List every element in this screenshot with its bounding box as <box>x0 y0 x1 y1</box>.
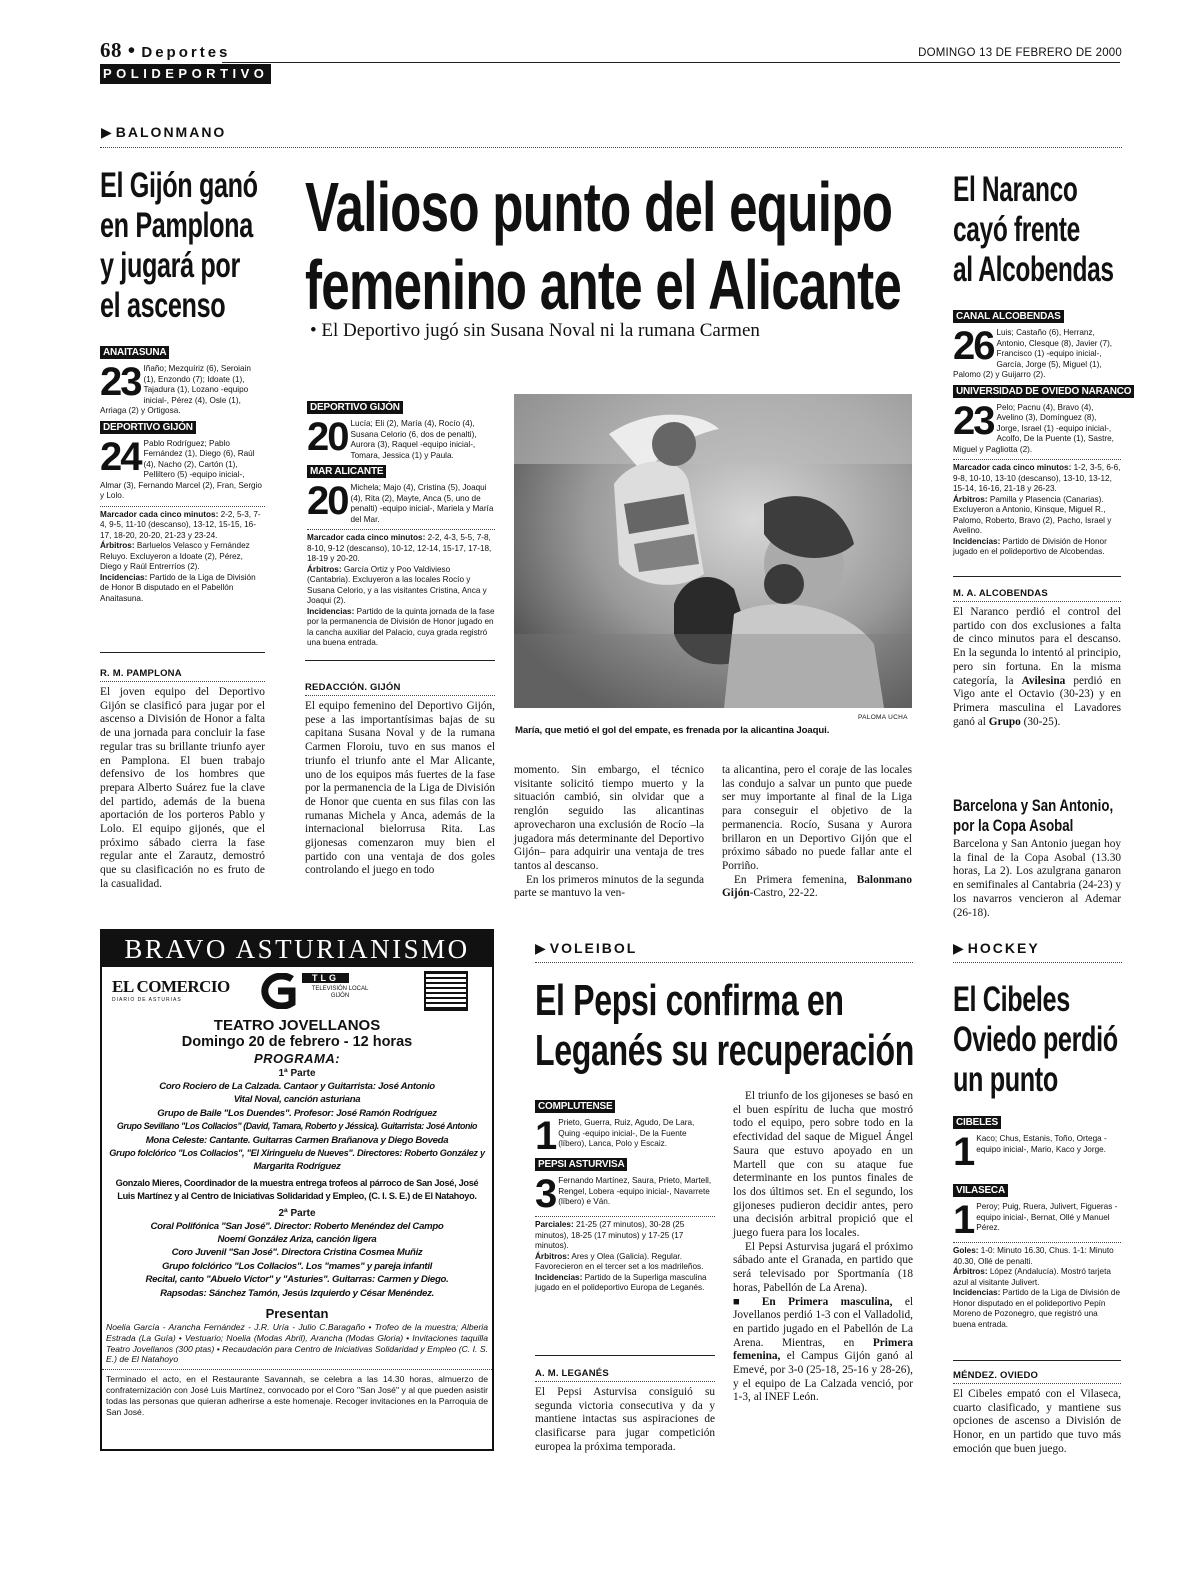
divider <box>307 529 495 530</box>
headline-line: El Gijón ganó <box>100 166 258 205</box>
stat-value: García Ortiz y Poo Valdivieso (Cantabria). Excluyeron a las locales Rocío y Susana Celorio, y a las visitantes Cristina, Anca y Joaqui (2). <box>307 564 487 605</box>
divider <box>953 1242 1121 1243</box>
score-number: 24 <box>100 438 141 479</box>
team-label: CIBELES <box>953 1116 1001 1129</box>
article-body: Barcelona y San Antonio juegan hoy la final de la Copa Asobal (13.30 horas, La 2). Los azulgrana ganaron en semifinales al Cantabria (24-23) y los navarros vencieron al Ademar (26-18). <box>953 838 1121 919</box>
ad-logos <box>102 971 492 1013</box>
right-article <box>953 588 1121 729</box>
stat-line <box>953 1288 1121 1330</box>
arrow-icon: ▶ <box>535 942 546 957</box>
center-article-col4 <box>722 764 912 901</box>
program-line: Rapsodas: Sánchez Tamón, Jesús Izquierdo y César Menéndez. <box>160 1287 434 1299</box>
stat-label: Goles: <box>953 1246 979 1255</box>
hockey-rule <box>953 962 1122 963</box>
stat-line <box>953 463 1121 495</box>
voleibol-rule <box>535 962 913 963</box>
stat-value: Partido de División de Honor jugado en el polideportivo de Alcobendas. <box>953 536 1107 556</box>
headline-line: un punto <box>953 1060 1058 1099</box>
player-list: Pablo Rodríguez; Pablo Fernández (1), Diego (6), Raúl (4), Nacho (2), Cartón (1), Pelliltero (5) -equipo inicial-, Almar (3), Fernando Marcel (2), Fran, Sergio y Lolo. <box>100 438 262 500</box>
part1-list <box>102 1080 492 1174</box>
ad-footer: Terminado el acto, en el Restaurante Savannah, se celebra a las 14.30 horas, almuerzo de confraternización con José Luis Martínez, convocado por el Coro "San José" y al que pueden asistir todas las personas que quieran adherirse a este homenaje. Recoger invitaciones en la Parroquia de San José. <box>106 1374 488 1417</box>
balonmano-rule <box>100 147 1122 148</box>
article-body: El Pepsi Asturvisa jugará el próximo sábado ante el Granada, en partido que será televisado por Sportmanía (18 horas, Pabellón de La Arena). <box>733 1240 913 1294</box>
main-subhead: • El Deportivo jugó sin Susana Noval ni la rumana Carmen <box>310 320 760 341</box>
photo-image <box>514 394 912 708</box>
stat-label: Incidencias: <box>100 572 148 582</box>
headline-line: Valioso punto del equipo <box>305 168 893 246</box>
voleibol-scorebox <box>535 1096 715 1294</box>
box-rule <box>535 1355 715 1356</box>
stat-label: Incidencias: <box>535 1272 583 1282</box>
match-photo <box>514 394 912 708</box>
center-scorebox <box>307 397 495 649</box>
text-bold: Primera femenina, <box>733 1336 913 1363</box>
headline-line: Oviedo perdió <box>953 1020 1118 1059</box>
program-line: Grupo folclórico "Los Collacios", "El Xiringuelu de Nueves". Directores: Roberto González y <box>109 1148 485 1159</box>
right-scorebox <box>953 306 1132 558</box>
player-list: Iñaño; Mezquíriz (6), Seroiain (1), Enzondo (7); Idoate (1), Tajadura (1), Lozano -equipo inicial-, Pérez (4), Osle (1), Arriaga (2) y Ortigosa. <box>100 364 251 415</box>
score-row <box>100 439 265 502</box>
ad-part: 2ª Parte <box>278 1207 316 1219</box>
box-rule <box>305 660 495 661</box>
stat-line <box>100 510 265 542</box>
text-run: -Castro, 22-22. <box>749 887 818 900</box>
text-run: el Jovellanos perdió 1-3 con el Valladolid, en partido jugado en el Pabellón de La Arena. Mientras, en <box>733 1295 913 1349</box>
hockey-headline <box>953 980 1123 1100</box>
score-row <box>535 1176 715 1212</box>
hockey-scorebox <box>953 1112 1121 1330</box>
team-label: DEPORTIVO GIJÓN <box>307 401 403 414</box>
ad-graphic-icon <box>424 971 468 1011</box>
stat-label: Árbitros: <box>100 541 135 550</box>
score-number: 20 <box>307 419 348 459</box>
stat-label: Marcador cada cinco minutos: <box>307 533 426 542</box>
stat-value: 1-0: Minuto 16.30, Chus. 1-1: Minuto 40.30, Ollé de penalti. <box>953 1246 1114 1266</box>
match-stats <box>953 463 1121 558</box>
subsection-text: POLIDEPORTIVO <box>103 66 269 81</box>
stat-value: Pamilla y Plasencia (Canarias). Excluyeron a Antonio, Kinsque, Miguel R., Palomo, Roberto, Bravo (2), Pacho, Israel y Avelino. <box>953 494 1112 535</box>
score-number: 3 <box>535 1176 556 1212</box>
article-body: En los primeros minutos de la segunda parte se mantuvo la ven- <box>514 873 704 900</box>
headline-line: en Pamplona <box>100 206 253 245</box>
score-row <box>953 1202 1121 1238</box>
team-label: MAR ALICANTE <box>307 465 386 478</box>
headline-line: al Alcobendas <box>953 250 1114 289</box>
article-body: El joven equipo del Deportivo Gijón se clasificó para jugar por el ascenso a División de Honor a falta de una jornada para concluir la fase regular tras su brillante triunfo ayer en Pamplona. El buen trabajo defensivo de los hombres que prepara Alberto Suárez fue la clave del partido, además de la buena aportación de los porteros Pablo y Lolo. El equipo gijonés, que el próximo sábado cierra la fase regular ante el Zarautz, demostró que su clasificación no es fruto de la casualidad. <box>100 686 265 890</box>
stat-value: 1-2, 3-5, 6-6, 9-8, 10-10, 13-10 (descanso), 13-10, 13-12, 15-14, 16-16, 21-18 y 26-23. <box>953 463 1121 493</box>
ad-presentan: Presentan <box>265 1306 329 1322</box>
byline: REDACCIÓN. GIJÓN <box>305 682 401 693</box>
text-run: perdió en Vigo ante el Octavio (30-23) y en Primera masculina el Lavadores ganó al <box>953 674 1121 728</box>
stat-line <box>100 573 265 605</box>
score-row <box>953 1134 1121 1170</box>
ad-box <box>100 929 494 1451</box>
headline-line: Barcelona y San Antonio, <box>953 796 1114 815</box>
voleibol-article-right <box>733 1090 913 1405</box>
divider <box>102 1369 492 1370</box>
divider <box>953 601 1121 602</box>
photo-caption: María, que metió el gol del empate, es frenada por la alicantina Joaqui. <box>515 725 830 736</box>
score-row <box>953 328 1121 381</box>
stat-label: Árbitros: <box>307 564 342 574</box>
program-line: Grupo de Baile "Los Duendes". Profesor: José Ramón Rodríguez <box>157 1107 437 1119</box>
center-article-col3 <box>514 764 704 901</box>
stat-line <box>535 1273 715 1294</box>
stat-label: Marcador cada cinco minutos: <box>953 463 1072 472</box>
box-rule <box>953 576 1121 577</box>
article-body: El Pepsi Asturvisa consiguió su segunda victoria consecutiva y da y mantiene intactas sus aspiraciones de clasificarse para jugar competición europea la próxima temporada. <box>535 1386 715 1453</box>
team-label: COMPLUTENSE <box>535 1100 615 1113</box>
headline-line: por la Copa Asobal <box>953 816 1074 835</box>
score-row <box>535 1118 715 1154</box>
text-run: En Primera femenina, <box>734 873 857 886</box>
article-body <box>953 606 1121 729</box>
headline-line: cayó frente <box>953 210 1080 249</box>
headline-line: el ascenso <box>100 286 226 325</box>
stat-line <box>953 495 1121 537</box>
program-line: Recital, canto "Abuelo Víctor" y "Asturies". Guitarras: Carmen y Diego. <box>145 1274 449 1286</box>
bullet-separator: • <box>127 38 136 62</box>
stat-value: Partido de la Liga de División de Honor B disputado en el Pabellón Anaitasuna. <box>100 572 256 603</box>
stat-value: 21-25 (27 minutos), 30-28 (25 minutos), 18-25 (17 minutos) y 17-25 (17 minutos). <box>535 1220 685 1250</box>
byline: A. M. LEGANÉS <box>535 1368 609 1379</box>
page-number: 68 <box>100 38 122 62</box>
stat-value: Partido de la Liga de División de Honor disputado en el polideportivo Pepín Moreno de Pozonegro, que registró una buena entrada. <box>953 1288 1121 1329</box>
stat-value: López (Andalucía). Mostró tarjeta azul al visitante Julivert. <box>953 1267 1111 1287</box>
divider <box>305 695 495 696</box>
match-stats <box>307 533 495 649</box>
copa-article <box>953 796 1121 920</box>
logo-subtext: DIARIO DE ASTURIAS <box>112 997 182 1003</box>
voleibol-article-left <box>535 1368 715 1455</box>
score-number: 1 <box>953 1134 974 1170</box>
box-rule <box>953 1360 1121 1361</box>
stat-line <box>953 1267 1121 1288</box>
stat-value: Partido de la quinta jornada de la fase por la permanencia de División de Honor jugado en la cancha auxiliar del Palacio, cuya grada registró una buena entrada. <box>307 606 495 647</box>
main-headline <box>305 168 915 324</box>
left-scorebox <box>100 342 265 604</box>
section-name: Deportes <box>141 44 231 61</box>
stat-value: Barluelos Velasco y Fernández Reluyo. Excluyeron a Idoate (2), Pérez, Diego y Raúl Entrerríos (2). <box>100 541 250 571</box>
player-list: Kaco; Chus, Estanis, Toño, Ortega -equipo inicial-, Mario, Kaco y Jorge. <box>976 1134 1107 1154</box>
player-list: Peroy; Puig, Ruera, Julivert, Figueras -equipo inicial-, Bernat, Ollé y Manuel Pérez. <box>976 1202 1118 1232</box>
stat-line <box>953 1246 1121 1267</box>
tlg-letters: TLG <box>302 973 349 983</box>
hockey-article <box>953 1370 1121 1457</box>
article-body <box>722 874 912 901</box>
ad-title-bar <box>102 931 492 967</box>
stat-label: Árbitros: <box>953 494 988 504</box>
article-body: El triunfo de los gijoneses se basó en el buen espíritu de lucha que mostró todo el equipo, pero sobre todo en la efectividad del saque de Miguel Ángel Saura que estuvo apoyado en un Martell que con su ataque fue determinante en los puntos finales de los dos últimos set. En el segundo, los gijoneses pudieron decidir antes, pero una decisión arbitral propició que el juego fuera para los locales. <box>733 1090 913 1240</box>
divider <box>535 1381 715 1382</box>
stat-label: Marcador cada cinco minutos: <box>100 509 219 519</box>
stat-label: Incidencias: <box>953 536 1001 546</box>
ad-part: 1ª Parte <box>278 1068 316 1079</box>
program-line: Coro Juvenil "San José". Directora Cristina Cosmea Muñiz <box>171 1247 423 1259</box>
stat-label: Incidencias: <box>953 1288 1001 1297</box>
text-run: El Naranco perdió el control del partido con dos exclusiones a falta de cinco minutos para el descanso. En la segunda lo intentó al principio, pero sin fortuna. En la misma categoría, la <box>953 606 1121 687</box>
player-list: Fernando Martínez, Saura, Prieto, Martell, Rengel, Lobera -equipo inicial-, Navarrete (líbero) e Ván. <box>558 1176 712 1206</box>
score-number: 23 <box>953 402 994 443</box>
match-stats <box>535 1220 715 1294</box>
player-list: Lucía; Eli (2), María (4), Rocío (4), Susana Celorio (6, dos de penalti), Aurora (3), Raquel -equipo inicial-, Tomara, Jessica (1) y Paula. <box>350 419 477 460</box>
team-label: UNIVERSIDAD DE OVIEDO NARANCO <box>953 385 1134 398</box>
program-line: Mona Celeste: Cantante. Guitarras Carmen Brañanova y Diego Boveda <box>145 1134 449 1146</box>
score-row <box>307 419 495 461</box>
part2-list <box>102 1220 492 1300</box>
divider <box>535 1216 715 1217</box>
right-headline <box>953 170 1123 290</box>
divider <box>100 506 265 507</box>
logo-text: EL COMERCIO <box>112 977 230 996</box>
article-body: El Cibeles empató con el Vilaseca, cuarto clasificado, y mantiene sus opciones de ascenso a División de Honor, en un partido que tuvo más emoción que buen juego. <box>953 1388 1121 1455</box>
team-label: CANAL ALCOBENDAS <box>953 310 1064 323</box>
text-run: el Campus Gijón ganó al Emevé, por 3-0 (25-18, 25-16 y 28-26), y el equipo de La Calzada venció, por 1-3, al INEF León. <box>733 1350 913 1404</box>
stat-line <box>953 537 1121 558</box>
stat-label: Parciales: <box>535 1220 574 1229</box>
stat-line <box>100 541 265 573</box>
text-bold: ■ En Primera masculina, <box>733 1295 893 1308</box>
team-label: DEPORTIVO GIJÓN <box>100 421 196 434</box>
ad-date: Domingo 20 de febrero - 12 horas <box>181 1034 413 1050</box>
section-label-text: BALONMANO <box>115 124 227 140</box>
stat-value: 2-2, 4-3, 5-5, 7-8, 8-10, 9-12 (descanso), 10-12, 12-14, 15-17, 17-18, 18-19 y 20-20. <box>307 533 492 563</box>
text-bold: Avilesina <box>1021 674 1066 687</box>
ad-credits: Noelia García - Arancha Fernández - J.R. Uría - Julio C.Baragaño • Trofeo de la muestra; Alberia Estrada (La Guía) • Vestuario; Noelia (Modas Abril), Arancha (Modas Gloria) • Invitaciones taquilla Teatro Jovellanos (300 ptas) • Recaudación para Centro de Iniciativas Solidaridad y Empleo (C. I. S. E.) de El Natahoyo <box>106 1322 488 1365</box>
player-list: Prieto, Guerra, Ruiz, Agudo, De Lara, Quing -equipo inicial-, De la Fuente (líbero), Lanca, Polo y Escaiz. <box>558 1118 695 1148</box>
page-number-line <box>100 38 230 63</box>
program-line: Grupo Sevillano "Los Collacios" (David, Tamara, Roberto y Jéssica). Guitarrista: José Antonio <box>116 1121 478 1132</box>
program-line: Grupo folclórico "Los Collacios". Los "mames" y pareja infantil <box>161 1260 433 1272</box>
divider <box>953 459 1121 460</box>
tlg-subtext: TELEVISIÓN LOCAL GIJÓN <box>311 986 369 999</box>
stat-value: Partido de la Superliga masculina jugado en el polideportivo Europa de Leganés. <box>535 1272 707 1292</box>
section-label-text: HOCKEY <box>967 940 1040 956</box>
team-label: ANAITASUNA <box>100 346 169 359</box>
tlg-symbol-icon <box>252 973 298 1009</box>
section-label-text: VOLEIBOL <box>549 940 638 956</box>
text-bold: Grupo <box>988 715 1021 728</box>
stat-line <box>307 607 495 649</box>
headline-line: Leganés su recuperación <box>535 1026 914 1075</box>
score-number: 20 <box>307 483 348 523</box>
ad-title: BRAVO ASTURIANISMO <box>124 934 470 964</box>
arrow-icon: ▶ <box>101 126 112 141</box>
byline: M. A. ALCOBENDAS <box>953 588 1048 599</box>
article-body <box>733 1296 913 1406</box>
text-bold: Balonmano Gijón <box>722 873 912 900</box>
section-label-voleibol <box>535 940 735 958</box>
tlg-logo <box>252 973 402 1011</box>
stat-line <box>307 565 495 607</box>
byline: MÉNDEZ. OVIEDO <box>953 1370 1039 1381</box>
score-row <box>307 483 495 525</box>
stat-value: Ares y Olea (Galicia). Regular. Favorecieron en el tercer set a los madrileños. <box>535 1251 704 1271</box>
headline-line: y jugará por <box>100 246 240 285</box>
article-body: momento. Sin embargo, el técnico visitante solicitó tiempo muerto y la situación cambió, sin olvidar que a renglón seguido las alicantinas aprovecharon una exclusión de Rocío –la jugadora más determinante del Deportivo Gijón– para adquirir una ventaja de tres tantos al descanso. <box>514 764 704 872</box>
score-number: 23 <box>100 364 141 404</box>
article-body: ta alicantina, pero el coraje de las locales las condujo a salvar un punto que puede ser muy importante al final de la Liga para conseguir el objetivo de la permanencia. Rocío, Susana y Aurora brillaron en un Deportivo Gijón que el próximo sábado no puede fallar ante el Porriño. <box>722 764 912 872</box>
score-number: 26 <box>953 328 994 368</box>
program-line: Vital Noval, canción asturiana <box>233 1094 361 1106</box>
match-stats <box>953 1246 1121 1330</box>
player-list: Pelo; Pacnu (4), Bravo (4), Avelino (3), Domínguez (8), Jorge, Israel (1) -equipo inicial-, Acolfo, De la Puente (1), Sastre, Miguel y Pagliotta (2). <box>953 402 1114 454</box>
stat-line <box>535 1220 715 1252</box>
team-label: VILASECA <box>953 1184 1008 1197</box>
score-number: 1 <box>953 1202 974 1238</box>
subsection-label <box>100 64 271 84</box>
stat-value: 2-2, 5-3, 7-4, 9-5, 11-10 (descanso), 13-12, 15-15, 16-17, 18-20, 20-20, 21-23 y 23-24. <box>100 509 261 540</box>
headline-line: El Cibeles <box>953 980 1070 1019</box>
ad-venue: TEATRO JOVELLANOS <box>213 1017 381 1034</box>
match-stats <box>100 510 265 605</box>
left-headline <box>100 166 280 326</box>
program-line: Coral Polifónica "San José". Director: Roberto Menéndez del Campo <box>150 1220 444 1232</box>
divider <box>100 681 265 682</box>
ad-homage: Gonzalo Mieres, Coordinador de la muestra entrega trofeos al párroco de San José, José Luis Martínez y al Centro de Iniciativas Solidaridad y Empleo, (C. I. S. E.) de El Natahoyo. <box>115 1177 479 1202</box>
stat-label: Incidencias: <box>307 606 355 616</box>
player-list: Luis; Castaño (6), Herranz, Antonio, Clesque (8), Javier (7), Francisco (1) -equipo inicial-, García, Jorge (5), Miguel (1), Palomo (2) y Guijarro (2). <box>953 328 1113 379</box>
headline-line: El Naranco <box>953 170 1078 209</box>
player-list: Michela; Majo (4), Cristina (5), Joaqui (4), Rita (2), Mayte, Anca (5, uno de penalti) -equipo inicial-, Mariela y María del Mar. <box>350 483 494 524</box>
team-label: PEPSI ASTURVISA <box>535 1158 627 1171</box>
center-article <box>305 682 495 878</box>
headline-line: femenino ante el Alicante <box>305 246 902 324</box>
stat-label: Árbitros: <box>953 1267 988 1276</box>
voleibol-headline <box>535 976 915 1076</box>
divider <box>953 1383 1121 1384</box>
program-line: Margarita Rodríguez <box>253 1161 341 1173</box>
header-date: DOMINGO 13 DE FEBRERO DE 2000 <box>918 47 1122 59</box>
left-article <box>100 668 265 892</box>
section-label-balonmano <box>101 124 301 142</box>
byline: R. M. PAMPLONA <box>100 668 182 679</box>
ad-program: PROGRAMA: <box>253 1051 341 1066</box>
el-comercio-logo <box>112 977 230 1003</box>
stat-line <box>535 1252 715 1273</box>
text-run: (30-25). <box>1020 715 1061 728</box>
program-line: Coro Rociero de La Calzada. Cantaor y Guitarrista: José Antonio <box>159 1081 435 1092</box>
score-row <box>953 403 1121 456</box>
score-number: 1 <box>535 1118 556 1154</box>
stat-line <box>307 533 495 565</box>
stat-label: Árbitros: <box>535 1251 570 1261</box>
score-row <box>100 364 265 417</box>
box-rule <box>100 652 265 653</box>
program-line: Noemí González Ariza, canción ligera <box>217 1234 377 1246</box>
headline-line: El Pepsi confirma en <box>535 976 844 1025</box>
header-rule <box>222 62 1120 63</box>
photo-credit: PALOMA UCHA <box>858 714 908 721</box>
arrow-icon: ▶ <box>953 942 964 957</box>
article-body: El equipo femenino del Deportivo Gijón, pese a las importantísimas bajas de su capitana Susana Noval y de la rumana Carmen Floroiu, tuvo en sus manos el triunfo el triunfo ante el Mar Alicante, uno de los equipos más fuertes de la fase por la permanencia de la Liga de División de Honor que cuenta en sus filas con las rumanas Michela y Anca, además de la internacional bielorrusa Rita. Las gijonesas comenzaron muy bien el partido con una ventaja de dos goles controlando el juego en todo <box>305 700 495 877</box>
section-label-hockey <box>953 940 1123 958</box>
